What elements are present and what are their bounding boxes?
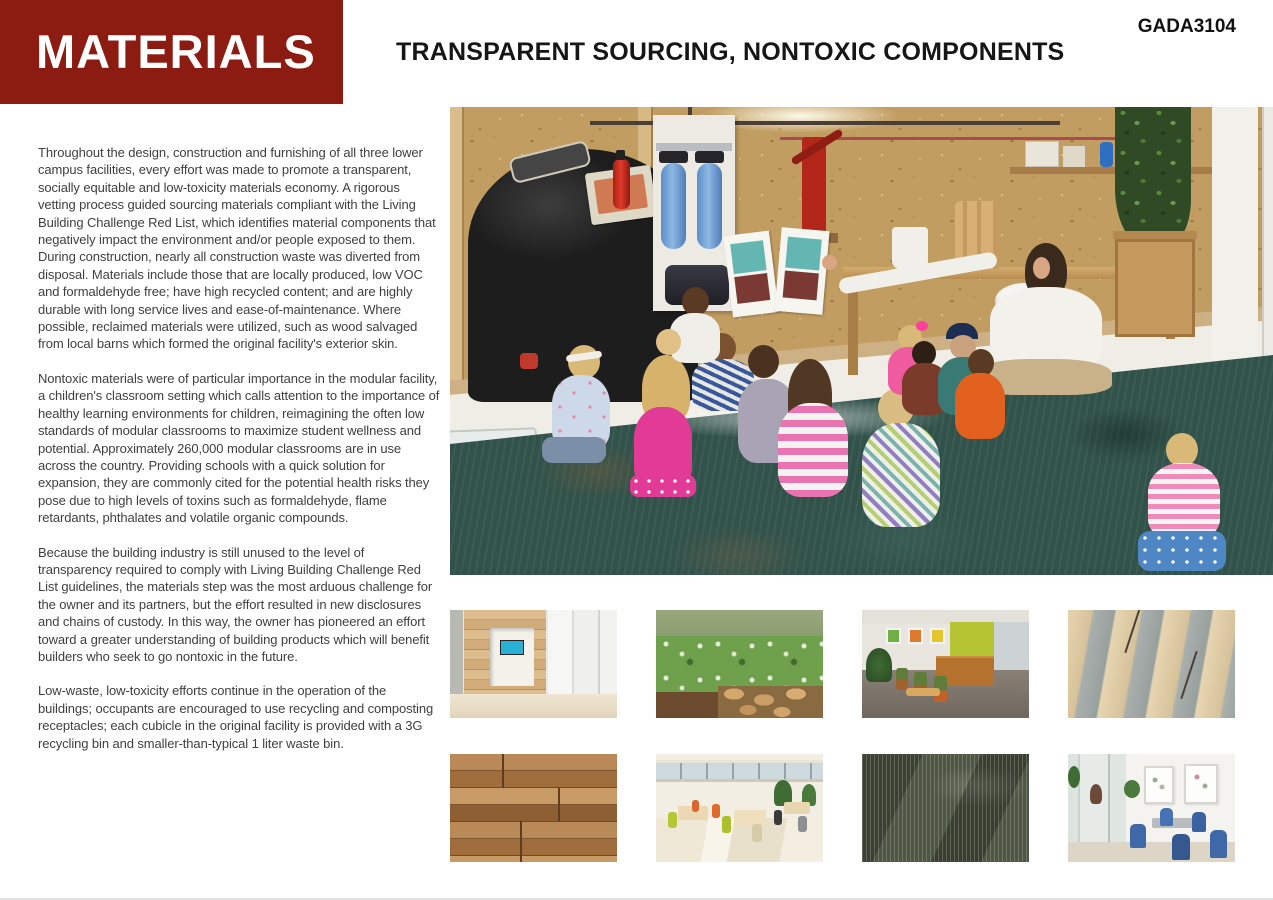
child-figure <box>955 373 1005 439</box>
book-illustration <box>785 237 822 271</box>
page-subtitle: TRANSPARENT SOURCING, NONTOXIC COMPONENTS <box>396 38 1065 66</box>
thumb-reclaimed-wood-lobby <box>450 610 617 718</box>
shelf-box <box>1025 141 1059 167</box>
main-photo-classroom-story-time <box>450 107 1273 575</box>
plant <box>1124 780 1140 798</box>
wood-cabinet <box>1113 231 1197 239</box>
thumb-meeting-area-blue-chairs <box>1068 754 1235 862</box>
blue-chair <box>1210 830 1227 858</box>
water-filter-blue <box>697 163 722 249</box>
thumb-cafeteria-colorful-chairs <box>656 754 823 862</box>
person-at-desk <box>1090 784 1102 804</box>
art-frame-green <box>886 628 901 644</box>
white-bucket <box>892 227 928 269</box>
paragraph-2: Nontoxic materials were of particular importance in the modular facility, a children's classroom setting which calls attention to the importance of healthy learning environments for children, reimagining the often low standards of modular classrooms to maximize student wellness and potential. Approximately 260,000 modular classrooms are in use across the country. Providing schools with a quick solution for expansion, they are commonly cited for the potential health risks they pose due to high levels of toxins such as formaldehyde, flame retardants, phthalates and volatile organic compounds. <box>38 370 440 526</box>
botanical-print <box>1184 764 1218 804</box>
book-illustration <box>734 273 770 304</box>
paragraph-4: Low-waste, low-toxicity efforts continue in the operation of the buildings; occupants are encouraged to use recycling and composting receptacles; each cubicle in the original facility is provided with a 3G recycling bin and smaller-than-typical 1 liter waste bin. <box>38 683 434 751</box>
coffee-table <box>906 688 940 696</box>
blue-chair <box>1172 834 1190 860</box>
pink-bow <box>916 321 928 331</box>
water-filter-blue <box>661 163 686 249</box>
tank-valve <box>520 353 538 369</box>
flagstone-path <box>718 686 823 718</box>
child-figure <box>682 287 709 316</box>
teacher-hand <box>822 255 837 270</box>
blue-chair <box>1130 824 1146 848</box>
green-living-wall <box>1115 107 1191 247</box>
print-sketch <box>1192 772 1212 796</box>
beam-joint-lines <box>1124 610 1141 653</box>
art-frame-yellow <box>930 628 945 644</box>
denim-shorts <box>542 437 606 463</box>
chair-orange <box>692 800 699 812</box>
blue-bottle <box>1100 142 1113 167</box>
plank-seam <box>520 821 522 862</box>
lobby-floor <box>450 694 617 718</box>
paragraph-3: Because the building industry is still unused to the level of transparency required to comply with Living Building Challenge Red List guidelines, the materials step was the most arduous challenge for the owner and its partners, but the effort resulted in new disclosures and chains of custody. In this way, the owner has pioneered an effort toward a greater understanding of building products which will benefit builders who seek to go nontoxic in the future. <box>38 544 433 664</box>
table <box>784 802 810 814</box>
chair-beige <box>752 824 762 842</box>
child-figure <box>748 345 779 378</box>
mulch <box>656 692 726 718</box>
art-frame-orange <box>908 628 923 644</box>
teacher-face <box>1033 257 1050 279</box>
plant <box>866 648 892 682</box>
thumb-native-planting-garden-path <box>656 610 823 718</box>
counter-leg <box>848 279 858 375</box>
entry-code: GADA3104 <box>1137 16 1236 37</box>
meeting-table <box>1152 818 1196 828</box>
fire-extinguisher <box>613 159 630 209</box>
polka-skirt <box>1138 531 1226 571</box>
extinguisher-nozzle <box>616 150 625 160</box>
plank-seam <box>558 788 560 821</box>
materials-banner <box>0 0 343 104</box>
chair <box>896 668 908 690</box>
blue-chair <box>1192 812 1206 832</box>
wall-stud <box>450 107 464 399</box>
book-illustration <box>730 240 766 274</box>
filter-cap <box>659 151 688 163</box>
thumb-reclaimed-barn-wood-wall <box>450 754 617 862</box>
shelf-box <box>1063 146 1085 167</box>
print-sketch <box>1151 774 1167 796</box>
table <box>734 810 766 826</box>
thumb-green-carpet-tile <box>862 754 1029 862</box>
chair-green <box>722 816 731 833</box>
glass-doors <box>546 610 617 696</box>
blue-chair <box>1160 808 1173 826</box>
chair-orange <box>712 804 720 818</box>
polka-shorts <box>630 475 696 497</box>
beam-joint-lines <box>1180 651 1197 699</box>
story-book <box>723 231 779 318</box>
child-figure <box>862 423 940 527</box>
chair-gray <box>798 816 807 832</box>
filter-cap <box>695 151 724 163</box>
body-text <box>38 144 440 769</box>
chair-green <box>668 812 677 828</box>
plank-seam <box>502 754 504 788</box>
botanical-print <box>1144 766 1174 804</box>
recessed-wall <box>490 628 534 686</box>
tv-screen <box>500 640 524 655</box>
paragraph-1: Throughout the design, construction and furnishing of all three lower campus facilities, every effort was made to promote a transparent, socially equitable and low-toxicity materials economy. A rigorous vetting process guided sourcing materials compliant with the Living Building Challenge Red List, which identifies material components that negatively impact the environment and/or people exposed to them. During construction, nearly all construction waste was diverted from disposal. Materials include those that are locally produced, low VOC and formaldehyde free; have high recycled content; and are highly durable with long service lives and ease-of-maintenance. Where possible, reclaimed materials were utilized, such as wood salvaged from local barns which formed the original facility's exterior skin. <box>38 145 436 352</box>
child-figure <box>568 345 600 379</box>
child-figure <box>778 403 848 497</box>
child-figure <box>656 329 681 355</box>
filter-manifold <box>656 143 732 151</box>
child-figure <box>1166 433 1198 467</box>
thumb-office-lounge-green-accent-wall <box>862 610 1029 718</box>
wood-cabinet <box>1115 239 1195 337</box>
thumb-stacked-timber-beams <box>1068 610 1235 718</box>
child-figure <box>1148 463 1220 539</box>
plant <box>1068 766 1080 788</box>
story-book <box>774 227 829 315</box>
clerestory-windows <box>656 760 823 782</box>
page-title: MATERIALS <box>36 25 316 78</box>
chair-black <box>774 810 782 825</box>
book-illustration <box>783 271 819 301</box>
